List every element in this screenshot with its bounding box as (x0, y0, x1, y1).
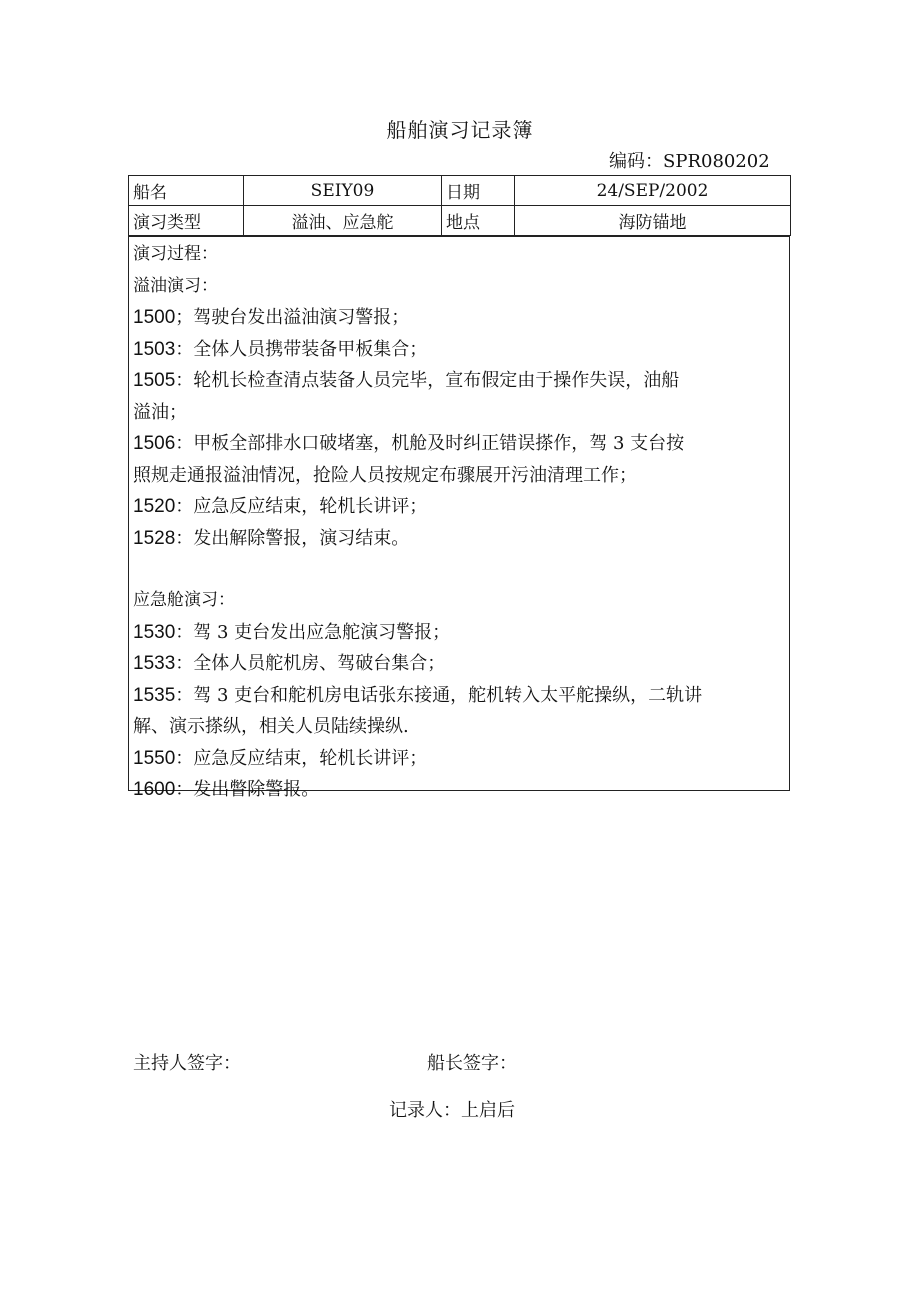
log-entry (133, 428, 789, 460)
log-separator: ： (175, 433, 194, 454)
host-signature-label: 主持人签字： (133, 1053, 241, 1074)
log-text: 驾 3 吏台和舵机房电话张东接通，舵机转入太平舵操纵，二轨讲 (193, 684, 703, 706)
drill-type-label: 演习类型 (129, 206, 244, 236)
log-time: 1533 (133, 653, 176, 674)
log-time: 1530 (133, 621, 176, 643)
oil-drill-title: 溢油演习： (133, 275, 218, 296)
steering-drill-title: 应急舱演习： (133, 590, 235, 610)
drill-header-table (128, 175, 791, 236)
log-separator: ： (175, 496, 194, 517)
log-text: 轮机长检查清点装备人员完毕，宣布假定由于操作失误，油船 (193, 370, 680, 391)
log-separator: ： (175, 621, 194, 643)
captain-signature-label: 船长签字： (427, 1053, 517, 1074)
log-entry (133, 617, 789, 649)
date-value: 24/SEP/2002 (515, 176, 791, 206)
ship-name-label: 船名 (129, 176, 244, 206)
drill-type-value: 溢油、应急舵 (244, 206, 442, 236)
log-time: 1520 (133, 496, 176, 517)
log-separator: ： (175, 747, 194, 769)
log-text: 驾驶台发出溢油演习警报； (193, 307, 410, 328)
log-text: 全体人员携带装备甲板集合； (193, 338, 428, 360)
log-text: 驾 3 吏台发出应急舵演习警报； (193, 621, 451, 643)
log-entry-continuation: 溢油； (133, 401, 187, 423)
log-entry (133, 774, 789, 806)
section-gap (133, 554, 789, 585)
log-time: 1535 (133, 684, 176, 706)
steering-drill-log (133, 617, 789, 806)
table-row (129, 176, 791, 206)
log-time: 1550 (133, 747, 176, 769)
log-time: 1600 (133, 779, 176, 800)
table-row (129, 206, 791, 236)
oil-drill-log (133, 302, 789, 554)
place-label: 地点 (442, 206, 515, 236)
log-entry-continuation: 照规走通报溢油情况，抢险人员按规定布骤展开污油清理工作； (133, 464, 637, 486)
log-time: 1503 (133, 338, 176, 360)
log-entry (133, 302, 789, 334)
log-entry (133, 743, 789, 775)
log-entry-continuation: 解、演示搽纵，相关人员陆续操纵. (133, 716, 409, 737)
place-value: 海防锚地 (515, 206, 791, 236)
log-entry (133, 680, 789, 712)
log-separator: ： (175, 684, 194, 706)
log-entry (133, 648, 789, 680)
ship-name-value: SEIY09 (244, 176, 442, 206)
log-time: 1528 (133, 527, 176, 549)
log-separator: ： (175, 370, 194, 391)
log-text: 应急反应结束，轮机长讲评； (193, 496, 428, 517)
log-text: 全体人员舵机房、驾破台集合； (193, 653, 446, 674)
log-separator: ： (175, 338, 194, 360)
log-entry (133, 491, 789, 523)
log-time: 1506 (133, 433, 176, 454)
log-separator: ： (175, 653, 194, 674)
recorder-label: 记录人：上启后 (389, 1100, 515, 1121)
log-entry (133, 523, 789, 555)
log-separator: ； (175, 307, 194, 328)
document-code: 编码：SPR080202 (609, 151, 770, 172)
process-label: 演习过程： (133, 244, 218, 264)
drill-process-box (128, 236, 790, 800)
log-text: 甲板全部排水口破堵塞，机舱及时纠正错误搽作，驾 3 支台按 (193, 433, 685, 454)
log-text: 应急反应结束，轮机长讲评； (193, 747, 428, 769)
log-text: 发出解除警报，演习结束。 (193, 527, 410, 549)
date-label: 日期 (442, 176, 515, 206)
log-text: 发出瞥除警报。 (193, 779, 320, 800)
document-title: 船舶演习记录簿 (386, 118, 534, 142)
log-separator: ： (175, 527, 194, 549)
log-entry (133, 334, 789, 366)
log-entry (133, 365, 789, 397)
log-time: 1500 (133, 307, 176, 328)
log-separator: ： (175, 779, 194, 800)
log-time: 1505 (133, 370, 176, 391)
